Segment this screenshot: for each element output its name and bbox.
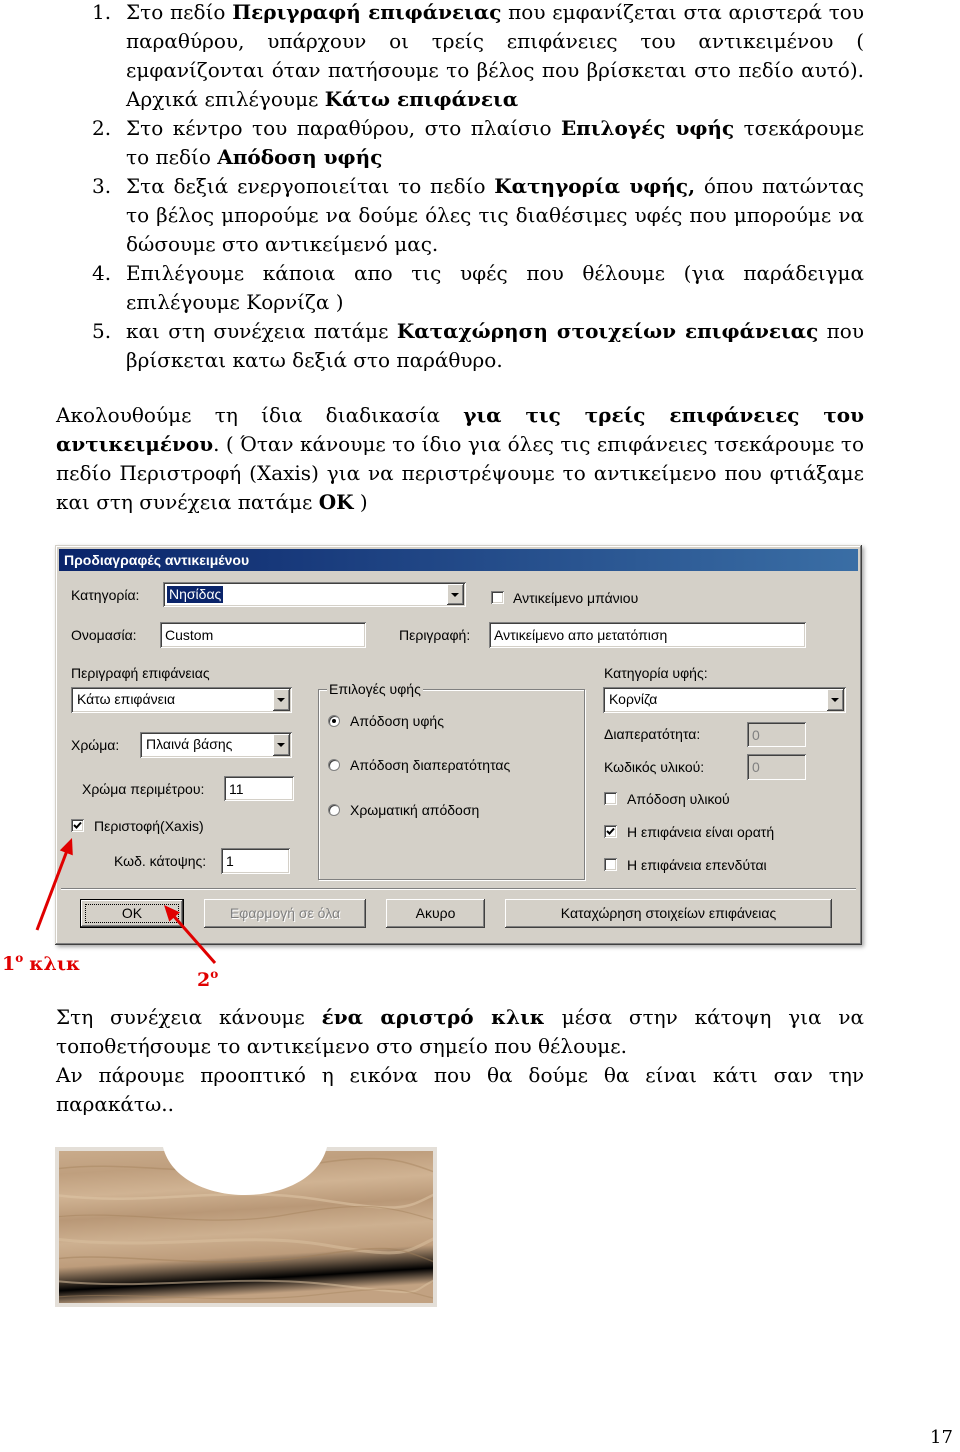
- step-text-segment: και στη συνέχεια πατάμε: [126, 319, 397, 343]
- dialog-title: Προδιαγραφές αντικειμένου: [64, 552, 250, 568]
- arrowhead-icon: [60, 838, 73, 855]
- category-select-value: Νησίδας: [169, 586, 222, 602]
- plan-code-label: Κωδ. κάτοψης:: [114, 853, 207, 869]
- check-icon: [606, 827, 615, 836]
- step-text: [126, 0, 864, 114]
- material-rendering-checkbox[interactable]: [604, 792, 617, 805]
- closing-paragraph-2: Αν πάρουμε προοπτικό η εικόνα που θα δούμε θα είναι κάτι σαν την παρακάτω..: [56, 1063, 864, 1116]
- description-input[interactable]: [489, 622, 806, 648]
- step-item-5: [92, 317, 864, 375]
- checkbox-label: Η επιφάνεια είναι ορατή: [627, 824, 775, 840]
- dialog-title-bar[interactable]: [59, 549, 858, 571]
- step-emphasis: Καταχώρηση στοιχείων επιφάνειας: [396, 319, 819, 343]
- annotation-number: 2: [197, 969, 211, 991]
- step-text-segment: Στο πεδίο: [126, 0, 233, 24]
- cancel-button-label: Ακυρο: [415, 905, 456, 921]
- closing-text: [56, 1003, 864, 1119]
- apply-all-button-label: Εφαρμογή σε όλα: [229, 905, 341, 921]
- chevron-down-icon[interactable]: [827, 689, 844, 711]
- step-number: 4.: [92, 261, 112, 285]
- surface-select-value: Κάτω επιφάνεια: [77, 691, 176, 707]
- chevron-down-icon[interactable]: [273, 734, 290, 756]
- permeability-input[interactable]: [747, 722, 806, 747]
- rotation-checkbox-label: Περιστοφή(Xaxis): [94, 818, 204, 834]
- annotation-arrow-2: [171, 913, 215, 963]
- paragraph-emphasis: OK: [318, 490, 354, 514]
- step-text-segment: Στα δεξιά ενεργοποιείται το πεδίο: [126, 174, 495, 198]
- step-item-4: [92, 259, 864, 317]
- radio-label: Απόδοση υφής: [350, 713, 444, 729]
- step-text-segment: που βρίσκεται κατω δεξιά στο παράθυρο.: [126, 319, 864, 372]
- checkbox-label: Η επιφάνεια επενδύται: [627, 857, 767, 873]
- save-surface-button-label: Καταχώρηση στοιχείων επιφάνειας: [560, 905, 777, 921]
- step-emphasis: Περιγραφή επιφάνειας: [232, 0, 502, 24]
- name-input[interactable]: [160, 622, 366, 648]
- step-emphasis: Επιλογές υφής: [560, 116, 735, 140]
- surface-description-label: Περιγραφή επιφάνειας: [71, 665, 210, 681]
- radio-texture-rendering[interactable]: [328, 715, 340, 727]
- paragraph-emphasis: ένα αριστρό κλικ: [321, 1005, 545, 1029]
- step-emphasis: Απόδοση υφής: [217, 145, 383, 169]
- checkbox-label: Απόδοση υλικού: [627, 791, 730, 807]
- step-text: [126, 114, 864, 172]
- paragraph-segment: Στη συνέχεια κάνουμε: [56, 1005, 322, 1029]
- chevron-down-icon[interactable]: [273, 689, 290, 711]
- texture-category-label: Κατηγορία υφής:: [604, 665, 708, 681]
- paragraph-segment: . ( Όταν κάνουμε το ίδιο για όλες τις επιφάνειες τσεκάρουμε το πεδίο Περιστροφή (Xaxis) για να περιστρέψουμε το αντικείμενο που φτιάξαμε και στη συνέχεια πατάμε: [56, 432, 864, 514]
- cancel-button[interactable]: [386, 899, 485, 928]
- category-select[interactable]: [163, 582, 466, 607]
- step-number: 5.: [92, 319, 112, 343]
- material-code-label: Κωδικός υλικού:: [604, 759, 705, 775]
- instruction-steps: [92, 0, 864, 375]
- bathroom-checkbox-label: Αντικείμενο μπάνιου: [513, 590, 639, 606]
- category-label: Κατηγορία:: [71, 587, 140, 603]
- annotation-number: 1: [2, 953, 16, 975]
- surface-visible-checkbox[interactable]: [604, 825, 617, 838]
- texture-category-value: Κορνίζα: [609, 691, 658, 707]
- paragraph-segment: ): [353, 490, 368, 514]
- step-number: 3.: [92, 174, 112, 198]
- step-item-2: [92, 114, 864, 172]
- step-text-segment: Στο κέντρο του παραθύρου, στο πλαίσιο: [126, 116, 561, 140]
- step-item-1: [92, 0, 864, 114]
- save-surface-button[interactable]: [505, 899, 832, 928]
- repeat-note-paragraph: [56, 401, 864, 517]
- annotation-word: κλικ: [29, 953, 81, 975]
- step-text-segment: όπου πατώντας το βέλος μπορούμε να δούμε όλες τις διαθέσιμες υφές που μπορούμε να δώσουμε στο αντικείμενό μας.: [126, 174, 864, 256]
- annotation-arrow-1: [37, 848, 68, 930]
- perimeter-color-input[interactable]: [224, 776, 294, 801]
- radio-label: Απόδοση διαπερατότητας: [350, 757, 511, 773]
- color-select-value: Πλαινά βάσης: [146, 736, 233, 752]
- wood-texture-image: [55, 1147, 437, 1307]
- bathroom-checkbox[interactable]: [491, 591, 504, 604]
- step-text-segment: τσεκάρουμε το πεδίο: [126, 116, 864, 169]
- name-label: Ονομασία:: [71, 627, 137, 643]
- ok-button-label: OK: [121, 905, 143, 921]
- paragraph-emphasis: για τις τρείς επιφάνειες του αντικειμένου: [56, 403, 864, 456]
- step-text: [126, 259, 864, 317]
- second-click-annotation: [197, 968, 218, 992]
- chevron-down-icon[interactable]: [447, 584, 464, 605]
- paragraph-segment: Ακολουθούμε τη ίδια διαδικασία: [56, 403, 464, 427]
- permeability-label: Διαπερατότητα:: [604, 726, 701, 742]
- surface-covered-checkbox[interactable]: [604, 858, 617, 871]
- description-label: Περιγραφή:: [399, 627, 471, 643]
- page-number: 17: [930, 1427, 953, 1448]
- step-item-3: [92, 172, 864, 259]
- annotation-ordinal: ο: [210, 967, 219, 981]
- color-label: Χρώμα:: [71, 737, 120, 753]
- paragraph-segment: μέσα στην κάτοψη για να τοποθετήσουμε το αντικείμενο στο σημείο που θέλουμε.: [56, 1005, 865, 1058]
- step-text-segment: που εμφανίζεται στα αριστερά του παραθύρου, υπάρχουν οι τρείς επιφάνειες του αντικειμένου ( εμφανίζονται όταν πατήσουμε το βέλος που βρίσκεται στο πεδίο αυτό). Αρχικά επιλέγουμε: [126, 0, 864, 111]
- step-text: [126, 317, 864, 375]
- step-emphasis: Κατηγορία υφής,: [494, 174, 696, 198]
- texture-category-select[interactable]: [603, 687, 846, 713]
- color-select[interactable]: [140, 732, 292, 758]
- surface-select[interactable]: [71, 687, 292, 713]
- radio-permeability-rendering[interactable]: [328, 759, 340, 771]
- radio-label: Χρωματική απόδοση: [350, 802, 480, 818]
- closing-paragraph-1: [56, 1003, 864, 1061]
- annotation-ordinal: ο: [15, 951, 24, 965]
- perimeter-color-label: Χρώμα περιμέτρου:: [82, 781, 205, 797]
- step-text-segment: Επιλέγουμε κάποια απο τις υφές που θέλουμε (για παράδειγμα επιλέγουμε Κορνίζα ): [126, 261, 864, 314]
- step-emphasis: Κάτω επιφάνεια: [324, 87, 519, 111]
- texture-options-legend: Επιλογές υφής: [329, 681, 421, 697]
- step-number: 1.: [92, 0, 112, 24]
- step-number: 2.: [92, 116, 112, 140]
- step-text: [126, 172, 864, 259]
- radio-color-rendering[interactable]: [328, 804, 340, 816]
- material-code-input[interactable]: [747, 754, 806, 780]
- first-click-annotation: [2, 952, 80, 976]
